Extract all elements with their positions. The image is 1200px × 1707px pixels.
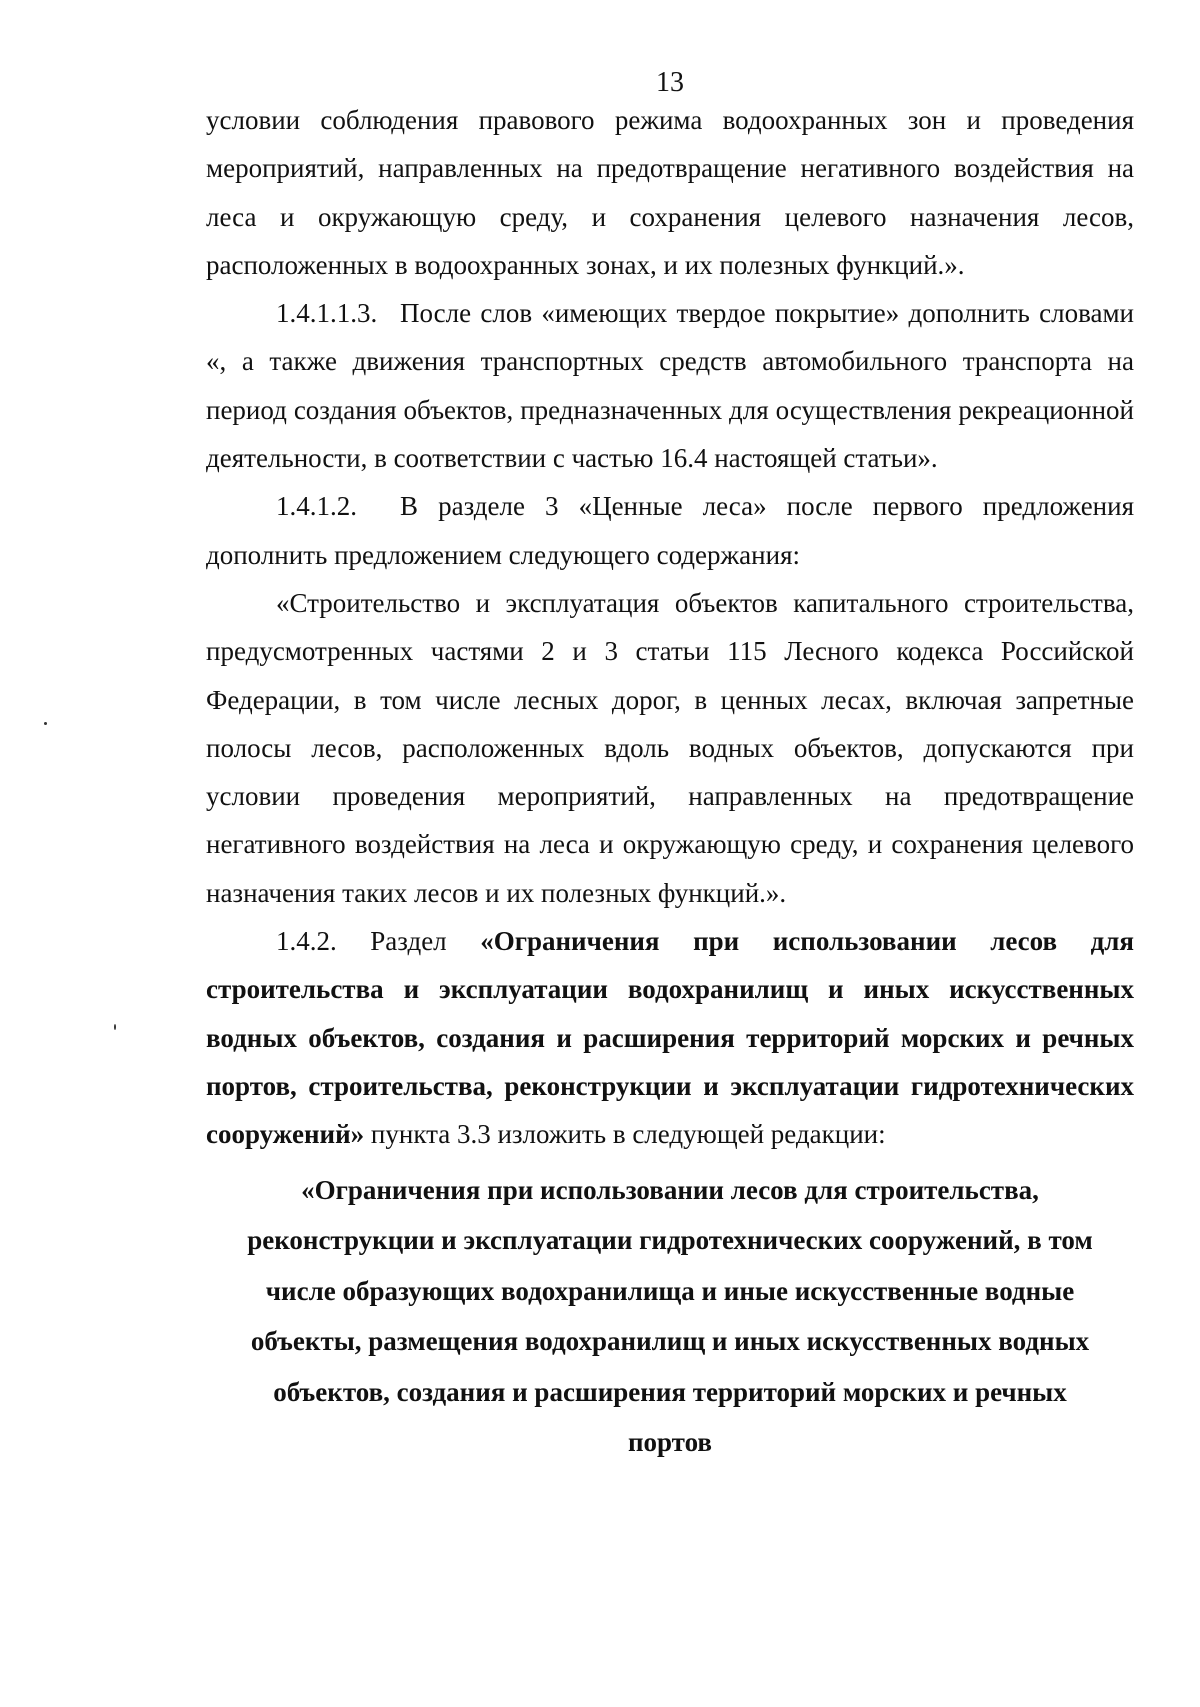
paragraph-continuation: условии соблюдения правового режима водоохранных зон и проведения мероприятий, направленных на предотвращение негативного воздействия на леса и окружающую среду, и сохранения целевого назначения лесов, расположенных в водоохранных зонах, и их полезных функций.». [206,105,1134,280]
heading-line: объекты, размещения водохранилищ и иных искусственных водных [250,1326,1090,1357]
heading-line: «Ограничения при использовании лесов для строительства, [301,1174,1039,1205]
paragraph-1-4-2 [206,917,1134,1158]
heading-line: реконструкции и эксплуатации гидротехнических сооружений, в том [247,1225,1093,1256]
clause-text: После слов «имеющих твердое покрытие» дополнить словами «, а также движения транспортных средств автомобильного транспорта на период создания объектов, предназначенных для осуществления рекреационной деятельности, в соответствии с частью 16.4 настоящей статьи». [206,298,1134,474]
heading-line: объектов, создания и расширения территорий морских и речных [273,1376,1067,1407]
section-title-bold: «Ограничения при использовании лесов для строительства и эксплуатации водохранилищ и иных искусственных водных объектов, создания и расширения территорий морских и речных портов, строительства, реконструкции и эксплуатации гидротехнических сооружений» [206,926,1135,1150]
paragraph-1-4-1-1-3 [206,289,1134,482]
clause-number: 1.4.1.1.3. [276,298,378,329]
page-number: 13 [656,67,684,98]
clause-number: 1.4.1.2. [276,491,357,522]
paragraph-1-4-1-2 [206,482,1134,579]
paragraph-quoted-insert: «Строительство и эксплуатация объектов капитального строительства, предусмотренных частями 2 и 3 статьи 115 Лесного кодекса Российской Федерации, в том числе лесных дорог, в ценных лесах, включая запретные полосы лесов, расположенных вдоль водных объектов, допускаются при условии проведения мероприятий, направленных на предотвращение негативного воздействия на леса и окружающую среду, и сохранения целевого назначения таких лесов и их полезных функций.». [206,587,1134,908]
scan-speck [44,722,47,725]
clause-suffix: пункта 3.3 изложить в следующей редакции: [370,1119,886,1150]
heading-line: портов [627,1427,713,1458]
clause-text: В разделе 3 «Ценные леса» после первого предложения дополнить предложением следующего содержания: [206,491,1134,570]
clause-prefix: 1.4.2. Раздел [276,926,447,957]
scan-speck [114,1024,116,1030]
heading-line: числе образующих водохранилища и иные искусственные водные [265,1275,1075,1306]
document-body [206,96,1134,1468]
